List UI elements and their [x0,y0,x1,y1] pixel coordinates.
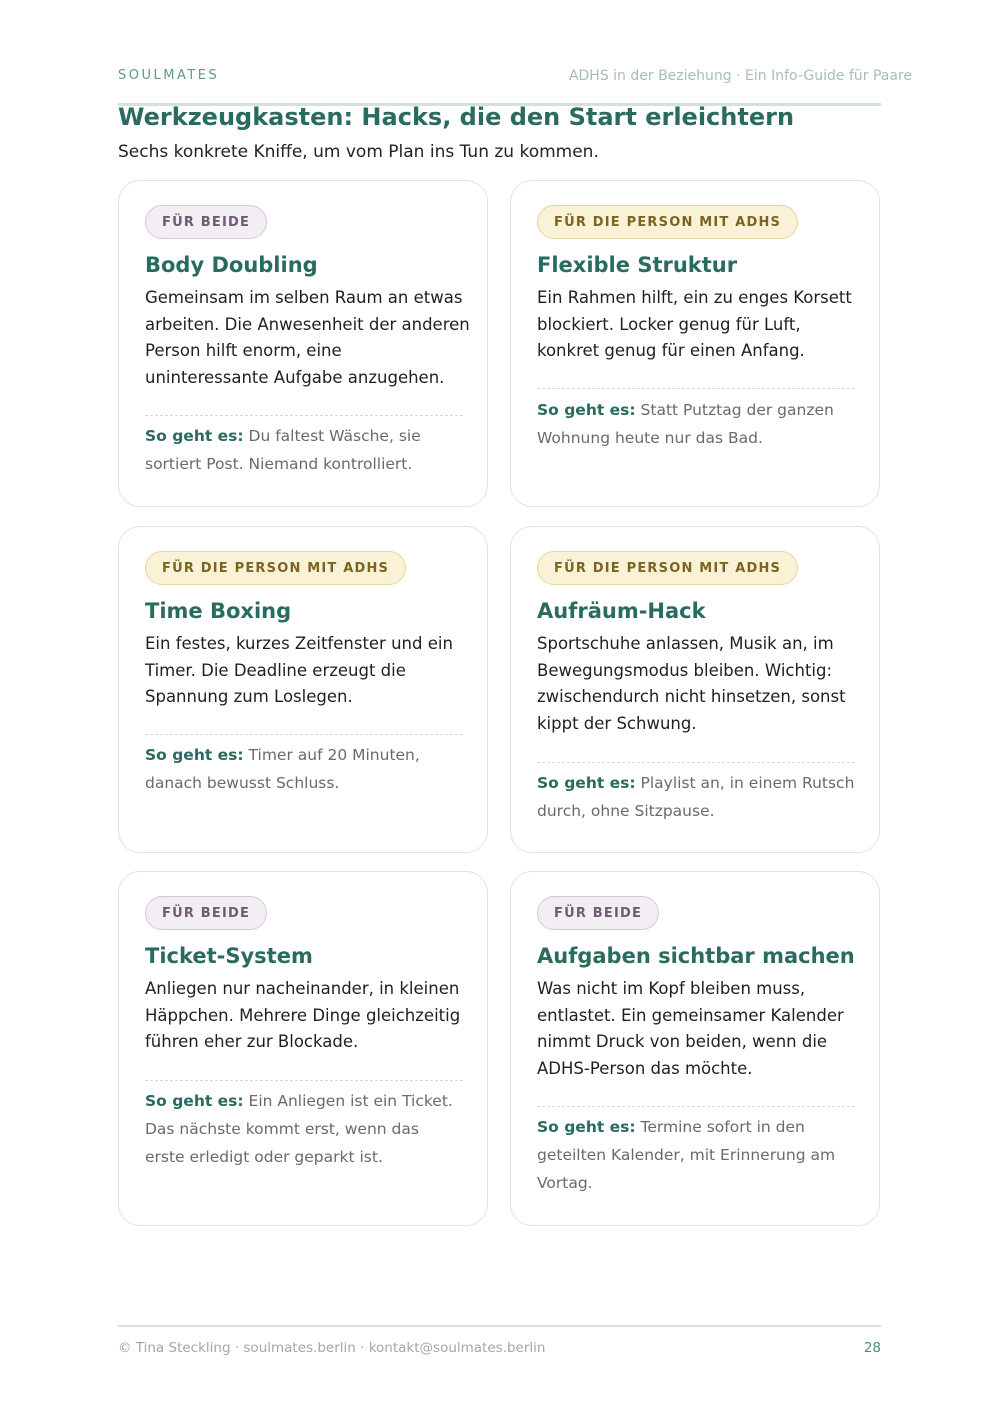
how-to-example: Timer auf 20 Minuten, danach bewusst Schluss. [145,746,420,792]
how-to-text [145,741,463,797]
how-to-label: So geht es: [145,1092,244,1110]
card-title: Body Doubling [145,253,318,277]
how-to-label: So geht es: [145,427,244,445]
card-title: Ticket-System [145,944,313,968]
hack-card-aufgaben-sichtbar [510,871,880,1226]
hack-card-ticket-system [118,871,488,1226]
how-to-label: So geht es: [537,774,636,792]
audience-tag: FÜR DIE PERSON MIT ADHS [145,551,406,585]
card-divider [537,1106,855,1107]
how-to-text [537,1113,855,1197]
card-description: Was nicht im Kopf bleiben muss, entlastet. Ein gemeinsamer Kalender nimmt Druck von beiden, wenn die ADHS-Person das möchte. [537,979,844,1078]
card-title: Time Boxing [145,599,292,623]
page-header [118,68,912,90]
card-description: Ein festes, kurzes Zeitfenster und ein Timer. Die Deadline erzeugt die Spannung zum Loslegen. [145,634,453,706]
document-title: ADHS in der Beziehung · Ein Info-Guide für Paare [568,68,912,84]
card-description: Ein Rahmen hilft, ein zu enges Korsett blockiert. Locker genug für Luft, konkret genug für einen Anfang. [537,288,852,360]
card-divider [145,734,463,735]
card-description: Gemeinsam im selben Raum an etwas arbeiten. Die Anwesenheit der anderen Person hilft enorm, eine uninteressante Aufgabe anzugehen. [145,288,470,387]
brand-name: SOULMATES [118,68,220,83]
audience-tag: FÜR BEIDE [145,896,267,930]
card-divider [145,1080,463,1081]
card-title: Aufgaben sichtbar machen [537,944,855,968]
footer-divider [118,1325,881,1327]
footer-copyright: © Tina Steckling · soulmates.berlin · kontakt@soulmates.berlin [118,1340,546,1356]
card-description: Sportschuhe anlassen, Musik an, im Bewegungsmodus bleiben. Wichtig: zwischendurch nicht hinsetzen, sonst kippt der Schwung. [537,634,846,733]
card-description: Anliegen nur nacheinander, in kleinen Häppchen. Mehrere Dinge gleichzeitig führen eher zur Blockade. [145,979,461,1051]
hack-card-flexible-struktur [510,180,880,507]
audience-tag: FÜR DIE PERSON MIT ADHS [537,205,798,239]
card-divider [537,762,855,763]
page-subtitle: Sechs konkrete Kniffe, um vom Plan ins Tun zu kommen. [118,142,599,162]
how-to-label: So geht es: [145,746,244,764]
hack-card-time-boxing [118,526,488,853]
how-to-text [145,1087,463,1171]
page-title: Werkzeugkasten: Hacks, die den Start erleichtern [118,103,795,131]
how-to-label: So geht es: [537,1118,636,1136]
how-to-text [537,769,855,825]
audience-tag: FÜR BEIDE [145,205,267,239]
page-number: 28 [863,1340,881,1356]
how-to-text [145,422,463,478]
card-title: Flexible Struktur [537,253,738,277]
hack-card-body-doubling [118,180,488,507]
how-to-label: So geht es: [537,401,636,419]
audience-tag: FÜR DIE PERSON MIT ADHS [537,551,798,585]
how-to-example: Playlist an, in einem Rutsch durch, ohne Sitzpause. [537,774,855,820]
how-to-example: Ein Anliegen ist ein Ticket. Das nächste kommt erst, wenn das erste erledigt oder geparkt ist. [145,1092,453,1166]
audience-tag: FÜR BEIDE [537,896,659,930]
how-to-text [537,396,855,452]
card-divider [537,388,855,389]
how-to-example: Termine sofort in den geteilten Kalender, mit Erinnerung am Vortag. [537,1118,836,1192]
how-to-example: Statt Putztag der ganzen Wohnung heute nur das Bad. [537,401,834,447]
how-to-example: Du faltest Wäsche, sie sortiert Post. Niemand kontrolliert. [145,427,421,473]
card-divider [145,415,463,416]
card-title: Aufräum-Hack [537,599,706,623]
hack-card-aufraeum-hack [510,526,880,853]
